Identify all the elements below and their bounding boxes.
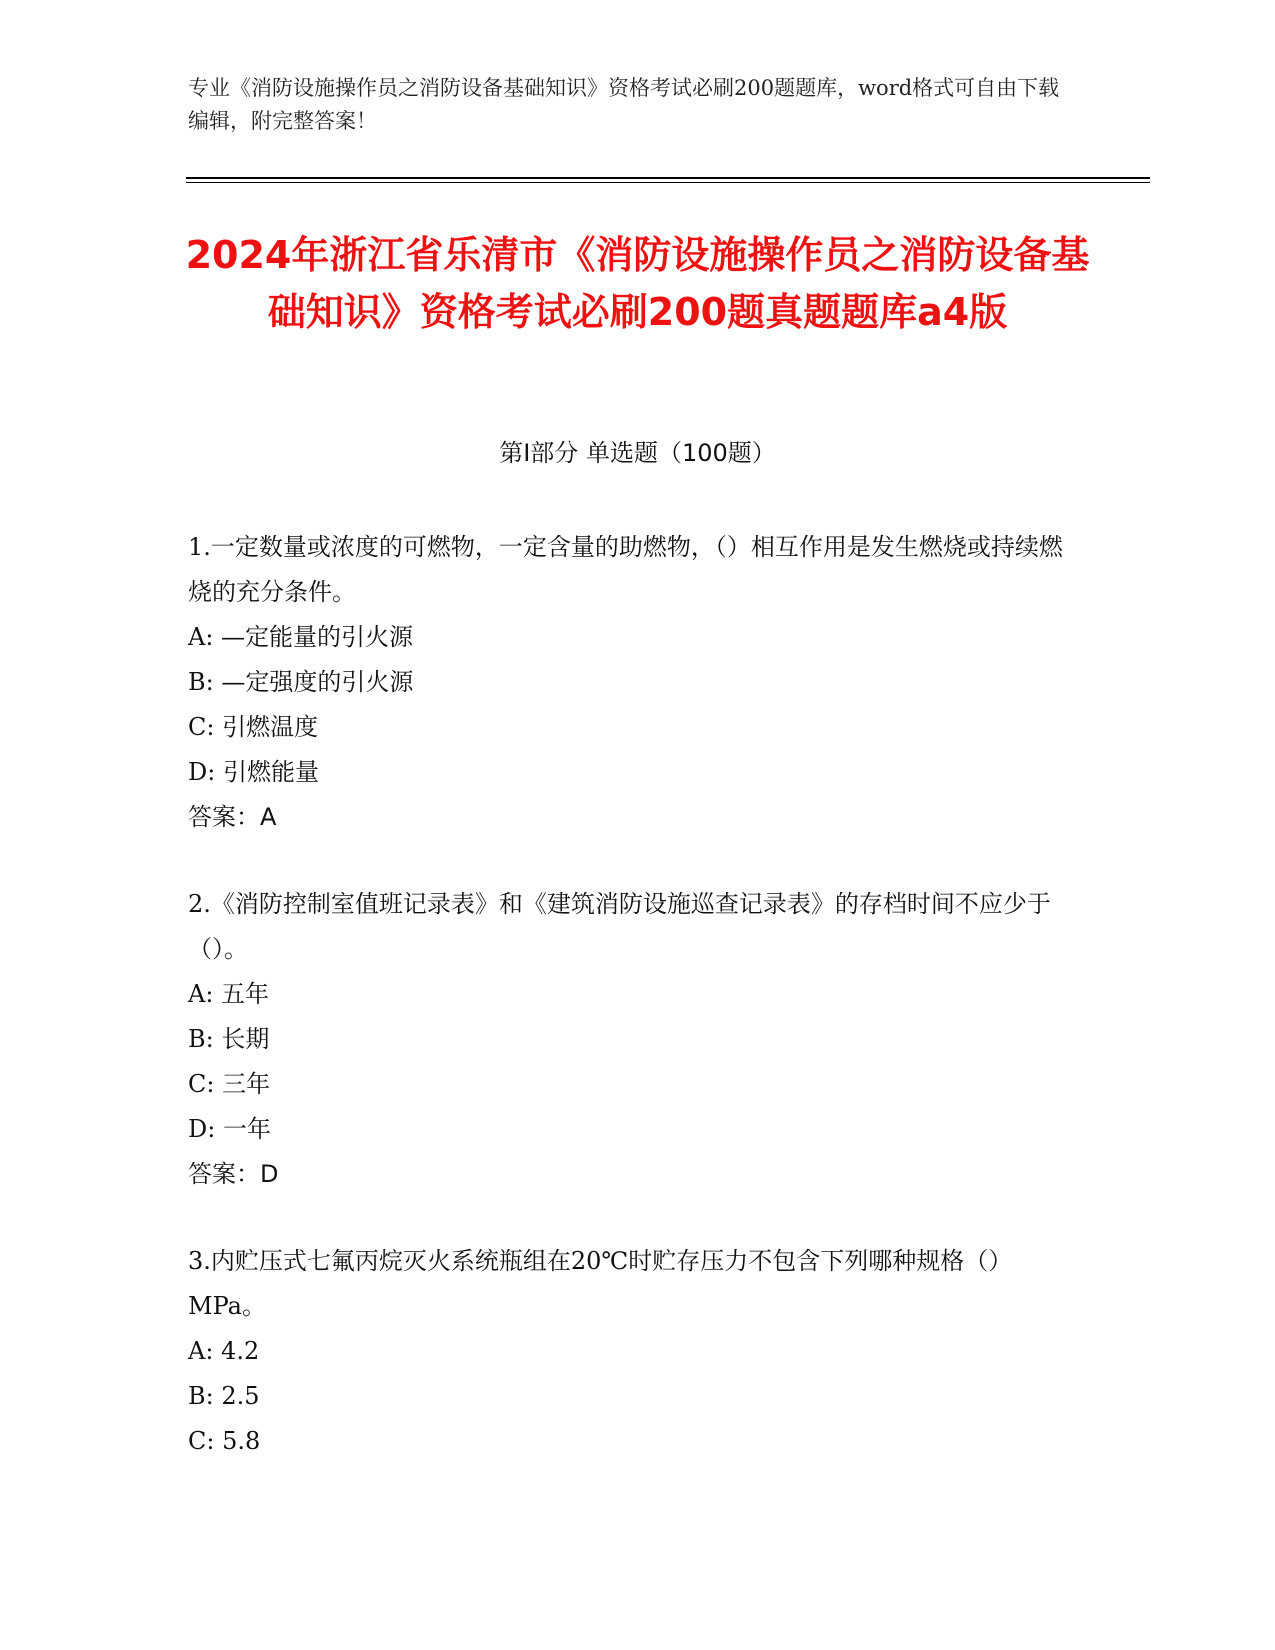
section-title: 第Ⅰ部分 单选题（100题） [499,439,776,467]
header-divider-thick [186,177,1150,179]
question-stem: 3.内贮压式七氟丙烷灭火系统瓶组在20℃时贮存压力不包含下列哪种规格（）MPa。 [188,1247,1013,1320]
option-a: A: 4.2 [188,1337,260,1365]
question-stem: 2.《消防控制室值班记录表》和《建筑消防设施巡查记录表》的存档时间不应少于（）。 [188,890,1051,963]
option-c: C: 引燃温度 [188,713,319,741]
question-3 [188,1239,1068,1464]
header-divider-thin [186,182,1150,183]
option-b: B: 2.5 [188,1382,260,1410]
question-2 [188,882,1068,1197]
option-b: B: 长期 [188,1025,270,1053]
option-a: A: —定能量的引火源 [188,623,414,651]
question-list [188,525,1068,1506]
document-title: 2024年浙江省乐清市《消防设施操作员之消防设备基础知识》资格考试必刷200题真题题库a4版 [185,233,1090,334]
answer-line: 答案：D [188,1160,279,1188]
option-c: C: 三年 [188,1070,271,1098]
option-b: B: —定强度的引火源 [188,668,414,696]
answer-line: 答案：A [188,803,277,831]
header-note: 专业《消防设施操作员之消防设备基础知识》资格考试必刷200题题库，word格式可自由下载编辑，附完整答案！ [188,76,1060,133]
option-d: D: 引燃能量 [188,758,319,786]
question-stem: 1.一定数量或浓度的可燃物，一定含量的助燃物，（）相互作用是发生燃烧或持续燃烧的充分条件。 [188,533,1063,606]
question-1 [188,525,1068,840]
option-c: C: 5.8 [188,1427,261,1455]
option-a: A: 五年 [188,980,270,1008]
option-d: D: 一年 [188,1115,271,1143]
